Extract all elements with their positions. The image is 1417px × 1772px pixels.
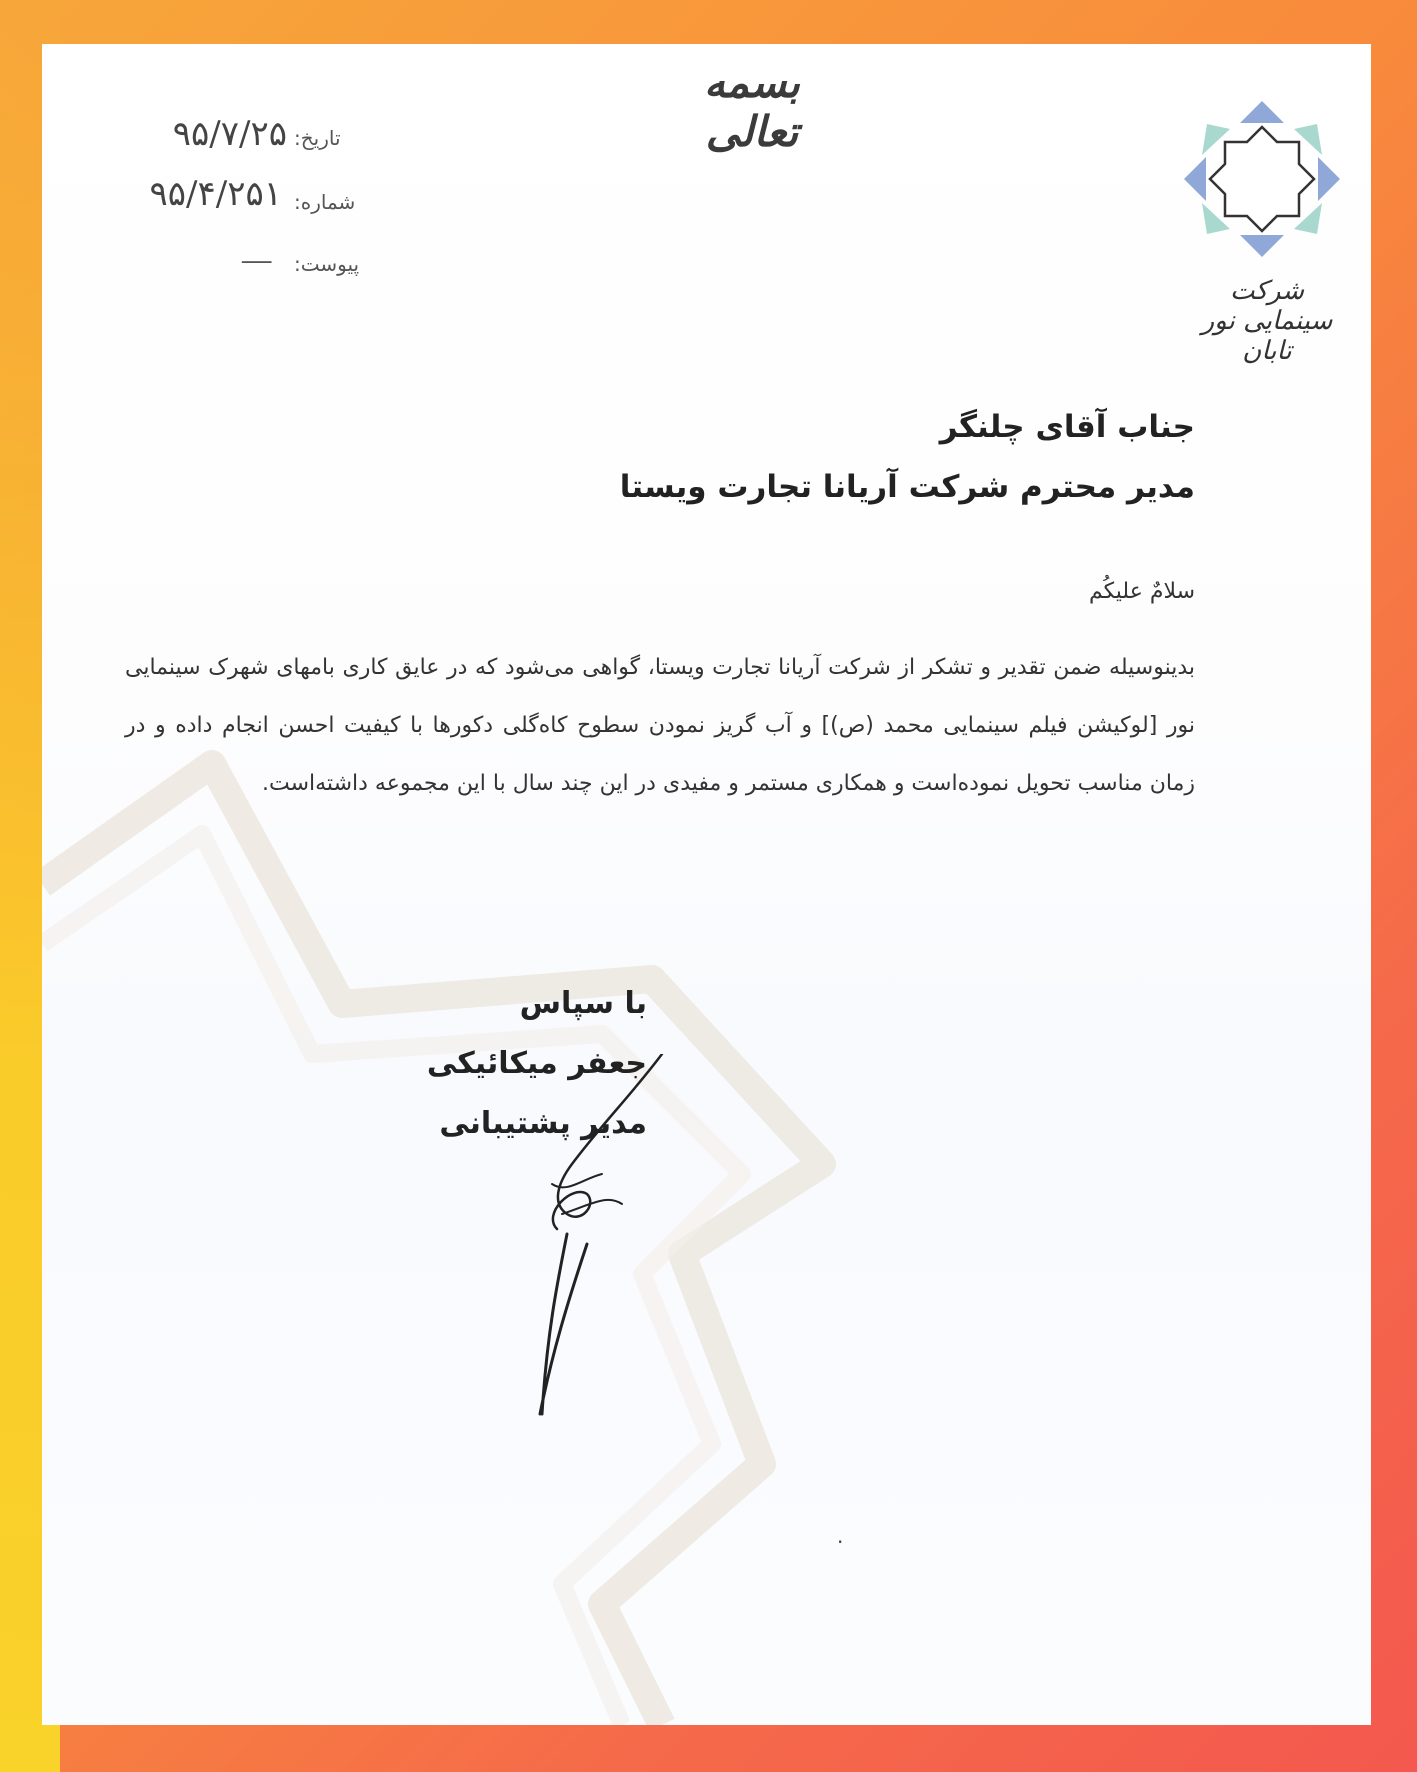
attachment-value: ـــــ	[242, 244, 272, 268]
greeting: سلامٌ علیکُم	[1088, 579, 1195, 604]
star-badge-icon	[1172, 74, 1352, 294]
watermark-star-outline	[42, 44, 1371, 1725]
signer-title: مدیر پشتیبانی	[439, 1106, 647, 1141]
invocation-heading: بسمه تعالی	[704, 58, 800, 156]
letter-body: بدینوسیله ضمن تقدیر و تشکر از شرکت آریانا تجارت ویستا، گواهی می‌شود که در عایق کاری بامهای شهرک سینمایی نور [لوکیشن فیلم سینمایی محمد (ص)] و آب گریز نمودن سطوح کاه‌گلی دکورها با کیفیت احسن انجام داده و در زمان مناسب تحویل نموده‌است و همکاری مستمر و مفیدی در این چند سال با این مجموعه داشته‌است.	[125, 655, 1195, 796]
handwritten-signature	[512, 1054, 682, 1424]
date-label: تاریخ:	[294, 126, 341, 150]
company-logo-text: شرکت سینمایی نور تابان	[1201, 276, 1333, 366]
closing-thanks: با سپاس	[519, 986, 647, 1021]
signer-name: جعفر میکائیکی	[426, 1046, 647, 1081]
recipient-title: مدیر محترم شرکت آریانا تجارت ویستا	[619, 469, 1195, 505]
recipient-name: جناب آقای چلنگر	[939, 409, 1195, 445]
number-value: ۹۵/۴/۲۵۱	[149, 174, 282, 214]
date-value: ۹۵/۷/۲۵	[172, 114, 287, 154]
stray-mark: .	[837, 1524, 844, 1548]
attachment-label: پیوست:	[294, 252, 360, 276]
number-label: شماره:	[294, 190, 356, 214]
letter-page	[42, 44, 1371, 1725]
